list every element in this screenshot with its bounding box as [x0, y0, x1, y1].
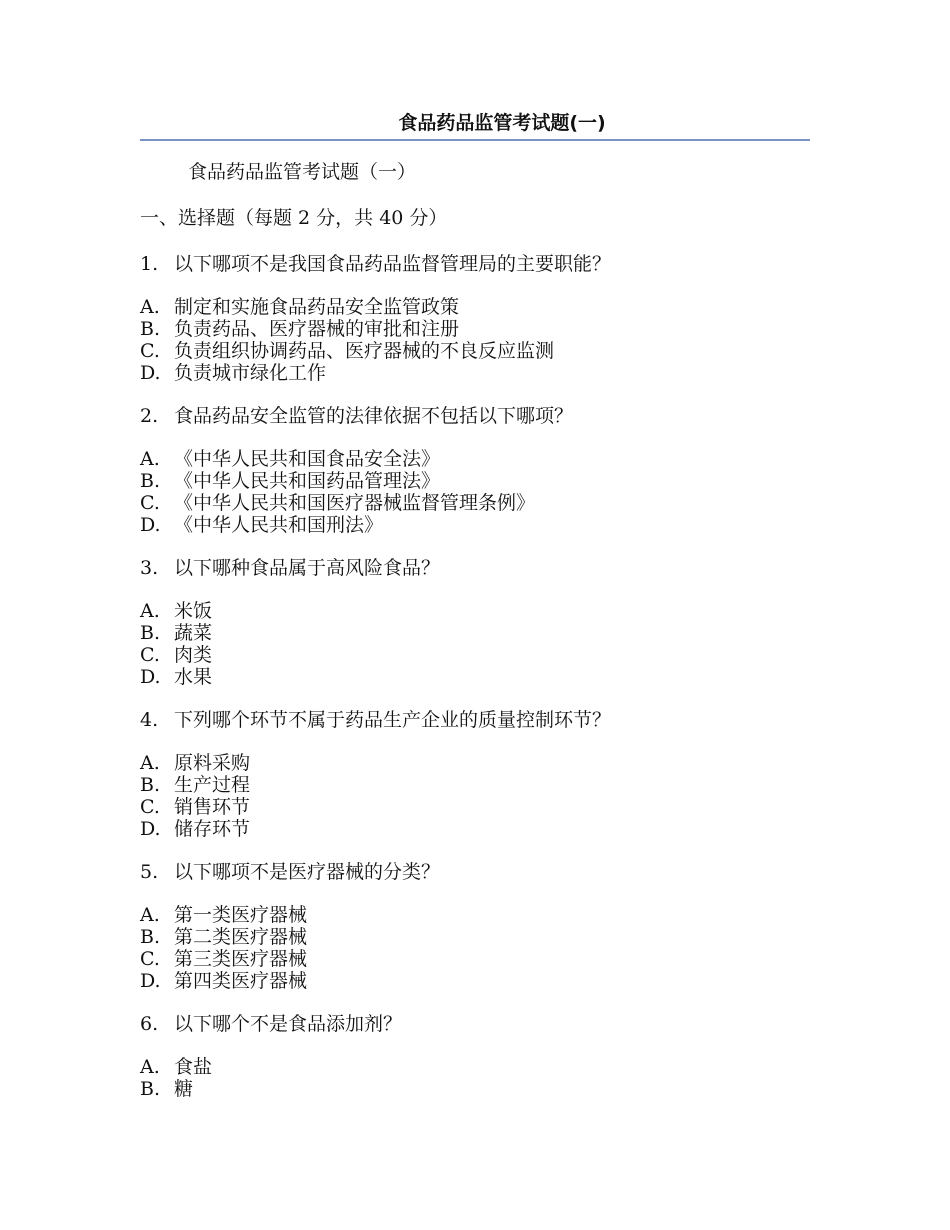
question-stem [140, 250, 810, 278]
option-item [140, 926, 810, 948]
question-number: 5. [140, 861, 159, 883]
question-list [140, 250, 810, 1100]
option-item [140, 666, 810, 688]
option-text: 《中华人民共和国刑法》 [174, 514, 384, 536]
option-list [140, 752, 810, 840]
question-number: 6. [140, 1013, 159, 1035]
option-text: 负责组织协调药品、医疗器械的不良反应监测 [174, 340, 555, 362]
option-letter: D. [140, 818, 161, 840]
option-text: 制定和实施食品药品安全监管政策 [174, 296, 460, 318]
question-stem [140, 1010, 810, 1038]
option-text: 负责药品、医疗器械的审批和注册 [174, 318, 460, 340]
question-6 [140, 1010, 810, 1100]
question-text: 以下哪项不是医疗器械的分类？ [174, 861, 441, 883]
section-heading: 一、选择题（每题 2 分，共 40 分） [140, 207, 448, 229]
option-letter: C. [140, 796, 160, 818]
option-letter: A. [140, 296, 160, 318]
option-text: 第二类医疗器械 [174, 926, 308, 948]
question-text: 以下哪个不是食品添加剂？ [174, 1013, 403, 1035]
option-item [140, 470, 810, 492]
option-item [140, 948, 810, 970]
option-letter: D. [140, 362, 161, 384]
question-5 [140, 858, 810, 992]
question-number: 2. [140, 405, 159, 427]
question-stem [140, 402, 810, 430]
option-item [140, 514, 810, 536]
page-header-title: 食品药品监管考试题(一) [398, 112, 606, 134]
option-text: 《中华人民共和国食品安全法》 [174, 448, 441, 470]
question-3 [140, 554, 810, 688]
option-item [140, 752, 810, 774]
option-text: 第四类医疗器械 [174, 970, 308, 992]
option-letter: C. [140, 340, 160, 362]
question-number: 4. [140, 709, 159, 731]
option-item [140, 818, 810, 840]
option-item [140, 1078, 810, 1100]
option-list [140, 1056, 810, 1100]
option-item [140, 904, 810, 926]
option-text: 储存环节 [174, 818, 251, 840]
option-item [140, 1056, 810, 1078]
option-item [140, 362, 810, 384]
document-title: 食品药品监管考试题（一） [188, 161, 417, 183]
question-text: 以下哪种食品属于高风险食品？ [174, 557, 441, 579]
option-text: 水果 [174, 666, 213, 688]
option-letter: B. [140, 318, 161, 340]
question-4 [140, 706, 810, 840]
option-item [140, 296, 810, 318]
option-item [140, 622, 810, 644]
option-letter: D. [140, 666, 161, 688]
option-item [140, 492, 810, 514]
question-text: 以下哪项不是我国食品药品监督管理局的主要职能？ [174, 253, 612, 275]
option-letter: D. [140, 970, 161, 992]
question-stem [140, 858, 810, 886]
option-item [140, 600, 810, 622]
option-text: 生产过程 [174, 774, 251, 796]
option-text: 《中华人民共和国药品管理法》 [174, 470, 441, 492]
question-number: 3. [140, 557, 159, 579]
option-list [140, 904, 810, 992]
option-item [140, 774, 810, 796]
option-item [140, 644, 810, 666]
option-letter: A. [140, 1056, 160, 1078]
option-letter: C. [140, 948, 160, 970]
question-1 [140, 250, 810, 384]
option-text: 食盐 [174, 1056, 213, 1078]
option-letter: A. [140, 904, 160, 926]
option-letter: A. [140, 752, 160, 774]
option-text: 原料采购 [174, 752, 251, 774]
option-text: 米饭 [174, 600, 213, 622]
option-text: 销售环节 [174, 796, 251, 818]
option-text: 糖 [174, 1078, 194, 1100]
question-2 [140, 402, 810, 536]
option-item [140, 318, 810, 340]
option-list [140, 448, 810, 536]
option-letter: A. [140, 600, 160, 622]
option-text: 《中华人民共和国医疗器械监督管理条例》 [174, 492, 536, 514]
document-body [140, 158, 810, 1118]
question-stem [140, 706, 810, 734]
option-letter: B. [140, 774, 161, 796]
option-letter: C. [140, 644, 160, 666]
question-stem [140, 554, 810, 582]
option-letter: B. [140, 470, 161, 492]
option-letter: B. [140, 926, 161, 948]
question-text: 下列哪个环节不属于药品生产企业的质量控制环节？ [174, 709, 612, 731]
option-text: 蔬菜 [174, 622, 213, 644]
question-number: 1. [140, 253, 159, 275]
option-letter: C. [140, 492, 160, 514]
option-letter: B. [140, 1078, 161, 1100]
header-divider [140, 139, 810, 141]
question-text: 食品药品安全监管的法律依据不包括以下哪项？ [174, 405, 574, 427]
option-item [140, 340, 810, 362]
option-text: 第一类医疗器械 [174, 904, 308, 926]
option-list [140, 600, 810, 688]
option-letter: D. [140, 514, 161, 536]
option-letter: A. [140, 448, 160, 470]
option-item [140, 448, 810, 470]
option-item [140, 970, 810, 992]
option-text: 第三类医疗器械 [174, 948, 308, 970]
option-text: 肉类 [174, 644, 213, 666]
option-letter: B. [140, 622, 161, 644]
option-text: 负责城市绿化工作 [174, 362, 327, 384]
option-list [140, 296, 810, 384]
option-item [140, 796, 810, 818]
